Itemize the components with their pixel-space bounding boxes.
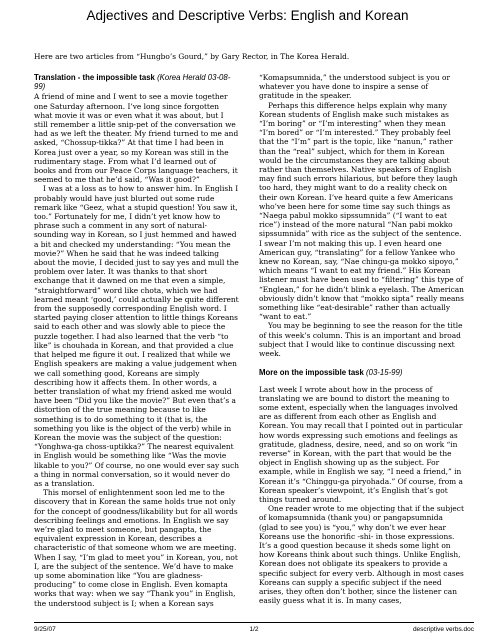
article2-source: (03-15-99) [366, 368, 403, 378]
footer-date: 9/25/07 [34, 626, 56, 633]
article1-paragraph: This morsel of enlightenment soon led me to the discovery that in Korean the same holds true not only for the concept of goodness/likability but for all words describing feelings and emotions. In English we say we’re glad to meet someone, but pangapta, the equivalent expression in Korean, describes a characteristic of that someone whom we are meeting. When I say, “I’m glad to meet you” in Korean, you, not I, are the subject of the sentence. We’d have to make up some abomination like “You are gladness-producing” to come close in English. Even komapta works that way: when we say “Thank you” in English, the understood subject is I; when a Korean says [34, 488, 238, 608]
footer-filename: descriptive verbs.doc [412, 626, 474, 633]
article1-paragraph: I was at a loss as to how to answer him. In English I probably would have just blurted out some rude remark like “Geez, what a stupid question! You saw it, too.” Fortunately for me, I didn’t yet know how to phrase such a comment in any sort of natural-sounding way in Korean, so I just hemmed and hawed a bit and checked my understanding: “You mean the movie?” When he said that he was indeed talking about the movie, I decided just to say yes and mull the problem over later. It was thanks to that short exchange that it dawned on me that even a simple, “straightforward” word like chota, which we had learned meant ‘good,’ could actually be quite different from the supposedly corresponding English word. I started paying closer attention to little things Koreans said to each other and was slowly able to piece the puzzle together. I had also learned that the verb “to like” is chouhada in Korean, and that provided a clue that helped me figure it out. I realized that while we English speakers are making a value judgement when we call something good, Koreans are simply describing how it affects them. In other words, a better translation of what my friend asked me would have been “Did you like the movie?” But even that’s a distortion of the true meaning because to like something is to do something to it (that is, the something you like is the object of the verb) while in Korean the movie was the subject of the question: “Yonghwa-ga choss-uptikka?” The nearest equivalent in English would be something like “Was the movie likable to you?” Of course, no one would ever say such a thing in normal conversation, so it would never do as a translation. [34, 184, 240, 488]
article1-paragraph: A friend of mine and I went to see a movie together one Saturday afternoon. I’ve long since forgotten what movie it was or even what it was about, but I still remember a little snip-pet of the conversation we had as we left the theater. My friend turned to me and asked, “Chossup-tikka?” At that time I had been in Korea just over a year, so my Korean was still in the rudimentary stage. From what I’d learned out of books and from our Peace Corps language teachers, it seemed to me that he’d said, “Was it good?” [34, 92, 239, 185]
document-title: Adjectives and Descriptive Verbs: English and Korean [86, 8, 409, 23]
article1-source: (Korea Herald 03-08-99) [34, 73, 231, 92]
article2-paragraph: Last week I wrote about how in the process of translating we are bound to distort the meaning to some extent, especially when the languages involved are as different from each other as English and Korean. You may recall that I pointed out in particular how words expressing such emotions and feelings as gratitude, gladness, desire, need, and so on work “in reverse” in Korean, with the part that would be the object in English showing up as the subject. For example, while in English we say, “I need a friend,” in Korean it’s “Chinggu-ga piryohada.” Of course, from a Korean speaker’s viewpoint, it’s English that’s got things turned around. [259, 384, 463, 504]
right-column [259, 73, 464, 605]
article1-continued-paragraph: “Komapsumnida,” the understood subject is you or whatever you have done to inspire a sense of gratitude in the speaker. [259, 73, 450, 101]
article1-continued-paragraph: You may be beginning to see the reason for the title of this week’s column. This is an important and broad subject that I would like to continue discussing next week. [259, 321, 463, 359]
intro-text: Here are two articles from “Hungbo’s Gourd,” by Gary Rector, in The Korea Herald. [34, 52, 350, 61]
article1-heading [34, 73, 239, 91]
left-column [34, 73, 239, 608]
article1-continued-paragraph: Perhaps this difference helps explain why many Korean students of English make such mistakes as “I’m boring” or “I’m interesting” when they mean “I’m bored” or “I’m interested.” They probably feel that the “I’m” part is the topic, like “nanun,” rather than the “real” subject, which for them in Korean would be the circumstances they are talking about rather than themselves. Native speakers of English may find such errors hilarious, but before they laugh too hard, they might want to do a reality check on their own Korean. I’ve heard quite a few Americans who’ve been here for some time say such things as “Naega pabul mokko sipssumnida” (“I want to eat rice”) instead of the more natural “Nan pabi mokko sipssumnida” with rice as the subject of the sentence. I swear I’m not making this up. I even heard one American guy, “translating” for a fellow Yankee who knew no Korean, say, “Nae chingu-ga mokko sipoyo,” which means “I want to eat my friend.” His Korean listener must have been used to “filtering” this type of “Englean,” for he didn’t blink a eyelash. The American obviously didn’t know that “mokko sipta” really means something like “eat-desirable” rather than actually “want to eat.” [259, 100, 464, 322]
article2-paragraph: One reader wrote to me objecting that if the subject of komapsumnida (thank you) or pangapsumnida (glad to see you) is “you,” why don’t we ever hear Koreans use the honorific -shi- in those expressions. It’s a good question because it sheds some light on how Koreans think about such things. Unlike English, Korean does not obligate its speakers to provide a specific subject for every verb. Although in most cases Koreans can supply a specific subject if the need arises, they often don’t bother, since the listener can easily guess what it is. In many cases, [259, 504, 464, 606]
footer-page-number: 1/2 [249, 626, 259, 633]
article1-heading-text: Translation - the impossible task [34, 73, 155, 82]
article2-heading [259, 368, 464, 377]
article2-heading-text: More on the impossible task [259, 368, 364, 378]
page-footer [34, 622, 474, 633]
